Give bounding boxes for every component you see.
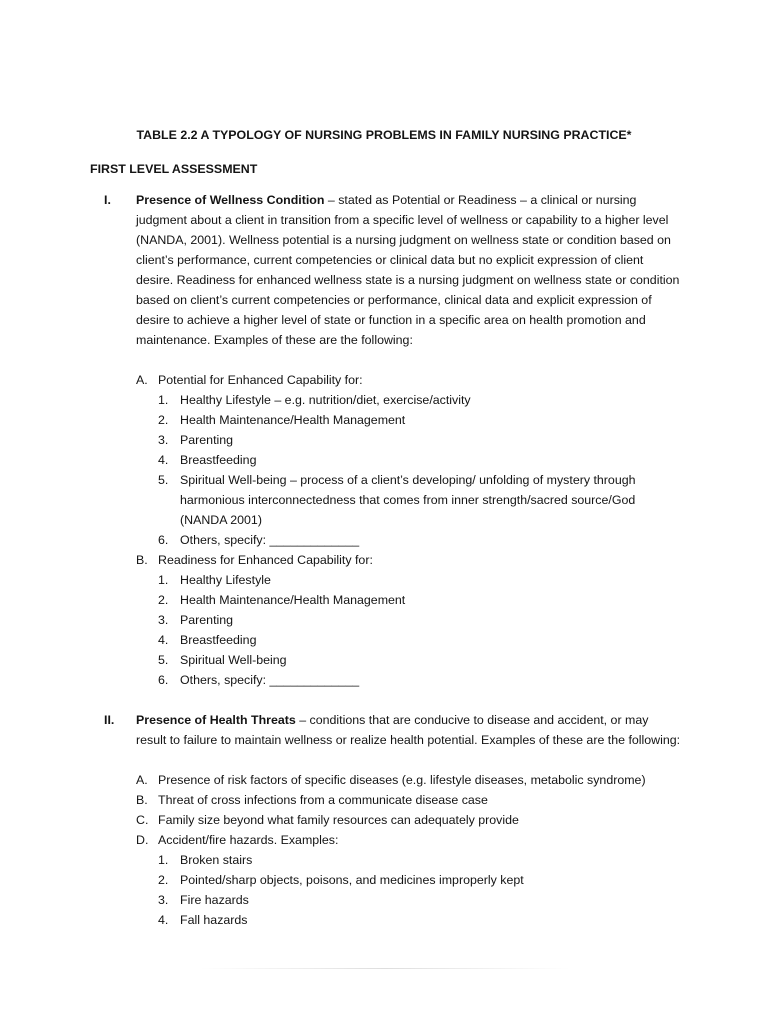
list-text: Breastfeeding bbox=[180, 453, 257, 467]
section-1-paragraph bbox=[136, 190, 681, 350]
list-marker: 1. bbox=[158, 853, 169, 867]
section-heading: FIRST LEVEL ASSESSMENT bbox=[90, 162, 258, 176]
list-text: Spiritual Well-being bbox=[180, 653, 287, 667]
list-marker: 4. bbox=[158, 453, 169, 467]
list-text: Parenting bbox=[180, 433, 234, 447]
list-text: Health Maintenance/Health Management bbox=[180, 593, 406, 607]
list-marker: A. bbox=[136, 773, 148, 787]
section-2-numeral: II. bbox=[104, 713, 115, 727]
list-text: Others, specify: _____________ bbox=[180, 673, 360, 687]
page-divider bbox=[200, 968, 570, 969]
list-marker: D. bbox=[136, 833, 149, 847]
list-text: Readiness for Enhanced Capability for: bbox=[158, 553, 373, 567]
list-marker: 4. bbox=[158, 633, 169, 647]
list-text: Accident/fire hazards. Examples: bbox=[158, 833, 339, 847]
list-marker: B. bbox=[136, 793, 148, 807]
list-marker: A. bbox=[136, 373, 148, 387]
list-marker: 3. bbox=[158, 433, 169, 447]
section-2-paragraph bbox=[136, 710, 681, 750]
list-text: Fire hazards bbox=[180, 893, 249, 907]
section-1-lead: Presence of Wellness Condition bbox=[136, 193, 325, 207]
section-1-body: – stated as Potential or Readiness – a clinical or nursing judgment about a client in transition from a specific level of wellness or capability to a higher level (NANDA, 2001). Wellness potential is a nursing judgment on wellness state or condition based on client’s performance, current competencies or clinical data but no explicit expression of client desire. Readiness for enhanced wellness state is a nursing judgment on wellness state or condition based on client’s current competencies or performance, clinical data and explicit expression of desire to achieve a higher level of state or function in a specific area on health promotion and maintenance. Examples of these are the following: bbox=[136, 193, 680, 347]
page-title: TABLE 2.2 A TYPOLOGY OF NURSING PROBLEMS IN FAMILY NURSING PRACTICE* bbox=[136, 128, 632, 142]
list-text: Broken stairs bbox=[180, 853, 253, 867]
list-text: Others, specify: _____________ bbox=[180, 533, 360, 547]
list-marker: 5. bbox=[158, 473, 169, 487]
list-text: Breastfeeding bbox=[180, 633, 257, 647]
list-text: Threat of cross infections from a communicate disease case bbox=[158, 793, 488, 807]
list-text: Spiritual Well-being – process of a client’s developing/ unfolding of mystery through harmonious interconnectedness that comes from inner strength/sacred source/God (NANDA 2001) bbox=[180, 473, 636, 527]
list-text: Pointed/sharp objects, poisons, and medicines improperly kept bbox=[180, 873, 524, 887]
list-marker: 1. bbox=[158, 393, 169, 407]
list-text: Healthy Lifestyle bbox=[180, 573, 271, 587]
section-2-lead: Presence of Health Threats bbox=[136, 713, 296, 727]
list-text: Presence of risk factors of specific diseases (e.g. lifestyle diseases, metabolic syndrome) bbox=[158, 773, 646, 787]
list-marker: 2. bbox=[158, 413, 169, 427]
list-marker: 4. bbox=[158, 913, 169, 927]
list-marker: 5. bbox=[158, 653, 169, 667]
list-text: Potential for Enhanced Capability for: bbox=[158, 373, 363, 387]
list-marker: 3. bbox=[158, 613, 169, 627]
section-2-body: – conditions that are conducive to disease and accident, or may result to failure to maintain wellness or realize health potential. Examples of these are the following: bbox=[136, 713, 681, 747]
list-marker: 2. bbox=[158, 593, 169, 607]
list-text: Family size beyond what family resources can adequately provide bbox=[158, 813, 519, 827]
list-marker: 2. bbox=[158, 873, 169, 887]
list-text: Fall hazards bbox=[180, 913, 248, 927]
list-marker: C. bbox=[136, 813, 149, 827]
list-marker: 6. bbox=[158, 533, 169, 547]
list-marker: 3. bbox=[158, 893, 169, 907]
section-1-numeral: I. bbox=[104, 193, 111, 207]
list-marker: B. bbox=[136, 553, 148, 567]
list-marker: 1. bbox=[158, 573, 169, 587]
list-marker: 6. bbox=[158, 673, 169, 687]
list-text: Healthy Lifestyle – e.g. nutrition/diet, exercise/activity bbox=[180, 393, 471, 407]
list-text: Parenting bbox=[180, 613, 234, 627]
list-text: Health Maintenance/Health Management bbox=[180, 413, 406, 427]
